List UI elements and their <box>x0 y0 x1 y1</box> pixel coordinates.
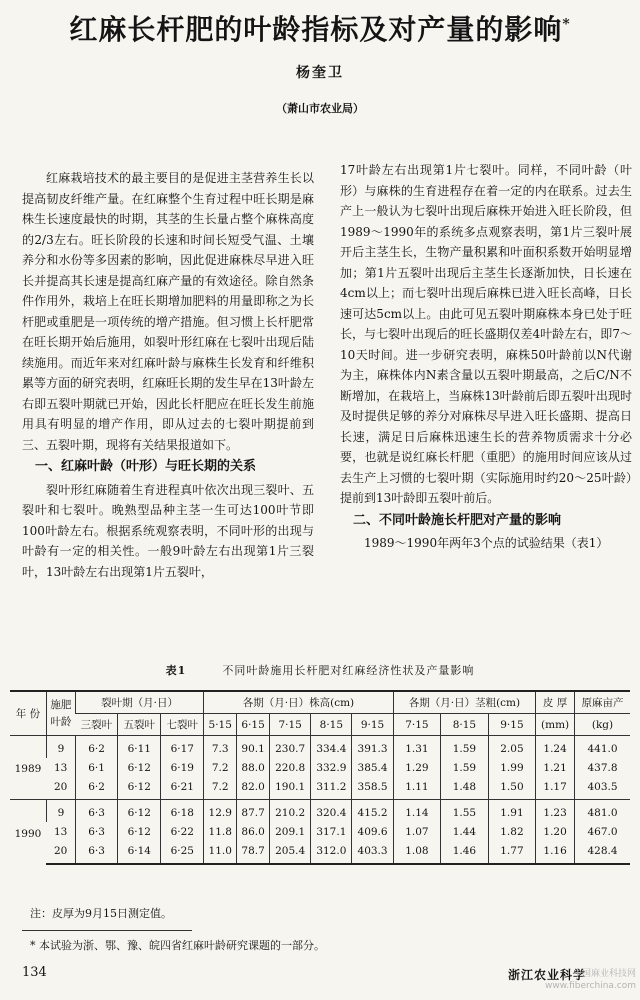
section-1-paragraph-continued: 17叶龄左右出现第1片七裂叶。同样，不同叶龄（叶形）与麻株的生育进程存在着一定的内在联系。过去生产上一般认为七裂叶出现后麻株开始进入旺长阶段，但1989～1990年的系统多点观察表明，第1片三裂叶展开后主茎生长，生物产量积累和叶面积系数开始明显增加；第1片五裂叶出现后主茎生长逐渐加快，日长速在4cm以上；而七裂叶出现后麻株已进入旺长高峰，日长速可达5cm以上。由此可见五裂叶期麻株本身已处于旺长，与七裂叶出现后的旺长盛期仅差4叶龄左右，即7～10天时间。进一步研究表明，麻株50叶龄前以N代谢为主，麻株体内N素含量以五裂叶期最高，之后C/N不断增加，在栽培上，当麻株13叶龄前后即五裂叶出现时及时提供足够的养分对麻株尽早进入旺长盛期、提高日长速，满足日后麻株迅速生长的营养物质需求十分必要，也就是说红麻长杆肥（重肥）的施用时间应该从过去生产上习惯的七裂叶期（实际施用时约20～25叶龄）提前到13叶龄即五裂叶前后。 <box>340 163 632 505</box>
left-column <box>22 168 314 582</box>
table-cell: 6·2 <box>75 736 117 759</box>
table-cell: 1.82 <box>488 822 536 841</box>
table-cell: 317.1 <box>311 822 352 841</box>
table-cell: 1.59 <box>441 736 489 759</box>
table-cell: 428.4 <box>574 841 630 864</box>
table-cell: 312.0 <box>311 841 352 864</box>
table-row <box>10 777 630 800</box>
table-cell: 20 <box>46 841 75 864</box>
header-height: 各期（月·日）株高(cm) <box>204 691 393 714</box>
year-cell: 1989 <box>10 736 46 800</box>
table-cell: 1.24 <box>536 736 575 759</box>
table-cell: 1.48 <box>441 777 489 800</box>
results-table <box>10 690 630 865</box>
table-cell: 230.7 <box>270 736 311 759</box>
header-leaf-period: 裂叶期（月·日） <box>75 691 203 714</box>
table-cell: 1.46 <box>441 841 489 864</box>
table-cell: 209.1 <box>270 822 311 841</box>
table-cell: 1.07 <box>393 822 441 841</box>
table-number: 表1 <box>165 664 187 677</box>
table-cell: 467.0 <box>574 822 630 841</box>
table-cell: 358.5 <box>352 777 393 800</box>
table-cell: 6·1 <box>75 758 117 777</box>
footnote-divider <box>22 930 192 931</box>
table-caption <box>0 662 640 678</box>
table-body <box>10 736 630 865</box>
table-cell: 441.0 <box>574 736 630 759</box>
table-cell: 7.3 <box>204 736 237 759</box>
table-cell: 6·2 <box>75 777 117 800</box>
table-cell: 88.0 <box>237 758 270 777</box>
year-cell: 1990 <box>10 800 46 865</box>
header-bark-unit: (mm) <box>536 714 575 736</box>
table-cell: 78.7 <box>237 841 270 864</box>
author-affiliation: （萧山市农业局） <box>276 102 364 115</box>
table-cell: 1.99 <box>488 758 536 777</box>
table-cell: 415.2 <box>352 800 393 823</box>
table-cell: 1.16 <box>536 841 575 864</box>
header-height-date: 6·15 <box>237 714 270 736</box>
table-cell: 6·11 <box>118 736 161 759</box>
journal-name: 浙江农业科学 <box>507 968 586 982</box>
section-2-paragraph: 1989～1990年两年3个点的试验结果（表1） <box>364 536 609 550</box>
header-leaf-type: 五裂叶 <box>118 714 161 736</box>
article-title: 红麻长杆肥的叶龄指标及对产量的影响* <box>69 13 571 46</box>
watermark-line: 中国麻业科技网 <box>572 969 636 979</box>
header-diam-date: 9·15 <box>488 714 536 736</box>
table-cell: 190.1 <box>270 777 311 800</box>
table-cell: 6·12 <box>118 777 161 800</box>
table-cell: 6·3 <box>75 800 117 823</box>
header-yield: 原麻亩产 <box>574 691 630 714</box>
table-cell: 1.17 <box>536 777 575 800</box>
table-cell: 403.3 <box>352 841 393 864</box>
table-cell: 7.2 <box>204 758 237 777</box>
header-diam-date: 7·15 <box>393 714 441 736</box>
table-cell: 1.29 <box>393 758 441 777</box>
table-cell: 311.2 <box>311 777 352 800</box>
header-fert-leaf-age: 施肥叶龄 <box>46 691 75 736</box>
table-cell: 2.05 <box>488 736 536 759</box>
table-row <box>10 841 630 864</box>
table-cell: 1.55 <box>441 800 489 823</box>
title-footnote-mark: * <box>562 16 571 33</box>
table-cell: 1.20 <box>536 822 575 841</box>
table-row <box>10 822 630 841</box>
watermark-line: www.fiberchina.com <box>545 981 636 991</box>
table-cell: 6·17 <box>161 736 204 759</box>
header-yield-unit: (kg) <box>574 714 630 736</box>
table-cell: 1.08 <box>393 841 441 864</box>
table-cell: 9 <box>46 800 75 823</box>
table-cell: 9 <box>46 736 75 759</box>
table-cell: 320.4 <box>311 800 352 823</box>
table-cell: 11.0 <box>204 841 237 864</box>
table-cell: 6·14 <box>118 841 161 864</box>
table-cell: 6·12 <box>118 758 161 777</box>
table-cell: 1.77 <box>488 841 536 864</box>
table-cell: 1.21 <box>536 758 575 777</box>
section-2-heading: 二、不同叶龄施长杆肥对产量的影响 <box>353 512 562 528</box>
section-1-heading: 一、红麻叶龄（叶形）与旺长期的关系 <box>35 459 257 474</box>
header-leaf-type: 三裂叶 <box>75 714 117 736</box>
table-cell: 220.8 <box>270 758 311 777</box>
table-note: 注：皮厚为9月15日测定值。 <box>30 907 172 920</box>
table-cell: 210.2 <box>270 800 311 823</box>
watermark <box>545 968 636 992</box>
table-row <box>10 800 630 823</box>
table-cell: 1.91 <box>488 800 536 823</box>
header-height-date: 9·15 <box>352 714 393 736</box>
table-cell: 1.44 <box>441 822 489 841</box>
table-cell: 1.31 <box>393 736 441 759</box>
table-cell: 437.8 <box>574 758 630 777</box>
table-cell: 409.6 <box>352 822 393 841</box>
table-cell: 1.11 <box>393 777 441 800</box>
table-cell: 12.9 <box>204 800 237 823</box>
table-row <box>10 758 630 777</box>
table-cell: 82.0 <box>237 777 270 800</box>
table-cell: 6·3 <box>75 841 117 864</box>
table-title: 不同叶龄施用长杆肥对红麻经济性状及产量影响 <box>222 664 475 677</box>
table-cell: 391.3 <box>352 736 393 759</box>
table-cell: 13 <box>53 761 68 774</box>
table-cell: 86.0 <box>237 822 270 841</box>
table-cell: 90.1 <box>237 736 270 759</box>
header-year: 年 份 <box>10 691 46 736</box>
footnote: * 本试验为浙、鄂、豫、皖四省红麻叶龄研究课题的一部分。 <box>30 939 325 952</box>
header-stem-diameter: 各期（月·日）茎粗(cm) <box>393 691 536 714</box>
table-cell: 332.9 <box>311 758 352 777</box>
table-cell: 6·21 <box>161 777 204 800</box>
table-cell: 403.5 <box>574 777 630 800</box>
table-cell: 6·12 <box>118 822 161 841</box>
header-diam-date: 8·15 <box>441 714 489 736</box>
header-bark: 皮 厚 <box>536 691 575 714</box>
table-cell: 11.8 <box>204 822 237 841</box>
table-cell: 6·18 <box>161 800 204 823</box>
table-cell: 6·12 <box>118 800 161 823</box>
intro-paragraph: 红麻栽培技术的最主要目的是促进主茎营养生长以提高韧皮纤维产量。在红麻整个生育过程中旺长期是麻株生长速度最快的时期，其茎的生长量占整个麻株高度的2/3左右。旺长阶段的长速和时间长短受气温、土壤养分和水份等多因素的影响，因此促进麻株尽早进入旺长并提高其长速是提高红麻产量的有效途径。除自然条件作用外，栽培上在旺长期增加肥料的用量即称之为长杆肥或重肥是一项传统的增产措施。但习惯上长杆肥常在旺长期开始后施用，如裂叶形红麻在七裂叶出现后陆续施用。而近年来对红麻叶龄与麻株生长发育和纤维积累等方面的研究表明，红麻旺长期的发生早在13叶龄左右即五裂叶期就已开始，因此长杆肥应在旺长发生前施用具有明显的增产作用，即从过去的七裂叶期提前到三、五裂叶期，现将有关结果报道如下。 <box>22 171 314 452</box>
table-cell: 87.7 <box>237 800 270 823</box>
header-height-date: 5·15 <box>204 714 237 736</box>
header-height-date: 8·15 <box>311 714 352 736</box>
table-cell: 1.23 <box>536 800 575 823</box>
section-1-paragraph: 裂叶形红麻随着生育进程真叶依次出现三裂叶、五裂叶和七裂叶。晚熟型品种主茎一生可达100叶节即100叶龄左右。根据系统观察表明，不同叶形的出现与叶龄有一定的相关性。一般9叶龄左右出现第1片三裂叶，13叶龄左右出现第1片五裂叶， <box>22 482 314 579</box>
table-cell: 6·3 <box>75 822 117 841</box>
table-row <box>10 736 630 759</box>
table-cell: 6·19 <box>161 758 204 777</box>
table-cell: 385.4 <box>352 758 393 777</box>
table-cell: 1.50 <box>488 777 536 800</box>
table-cell: 7.2 <box>204 777 237 800</box>
table-cell: 13 <box>53 825 68 838</box>
table-cell: 6·25 <box>161 841 204 864</box>
table-cell: 1.59 <box>441 758 489 777</box>
header-leaf-type: 七裂叶 <box>161 714 204 736</box>
page-number: 134 <box>22 965 47 980</box>
table-cell: 20 <box>53 780 68 793</box>
table-cell: 481.0 <box>574 800 630 823</box>
table-cell: 6·22 <box>161 822 204 841</box>
right-column <box>340 160 632 554</box>
author-name: 杨奎卫 <box>296 65 344 81</box>
table-cell: 205.4 <box>270 841 311 864</box>
table-cell: 334.4 <box>311 736 352 759</box>
table-cell: 1.14 <box>393 800 441 823</box>
header-height-date: 7·15 <box>270 714 311 736</box>
